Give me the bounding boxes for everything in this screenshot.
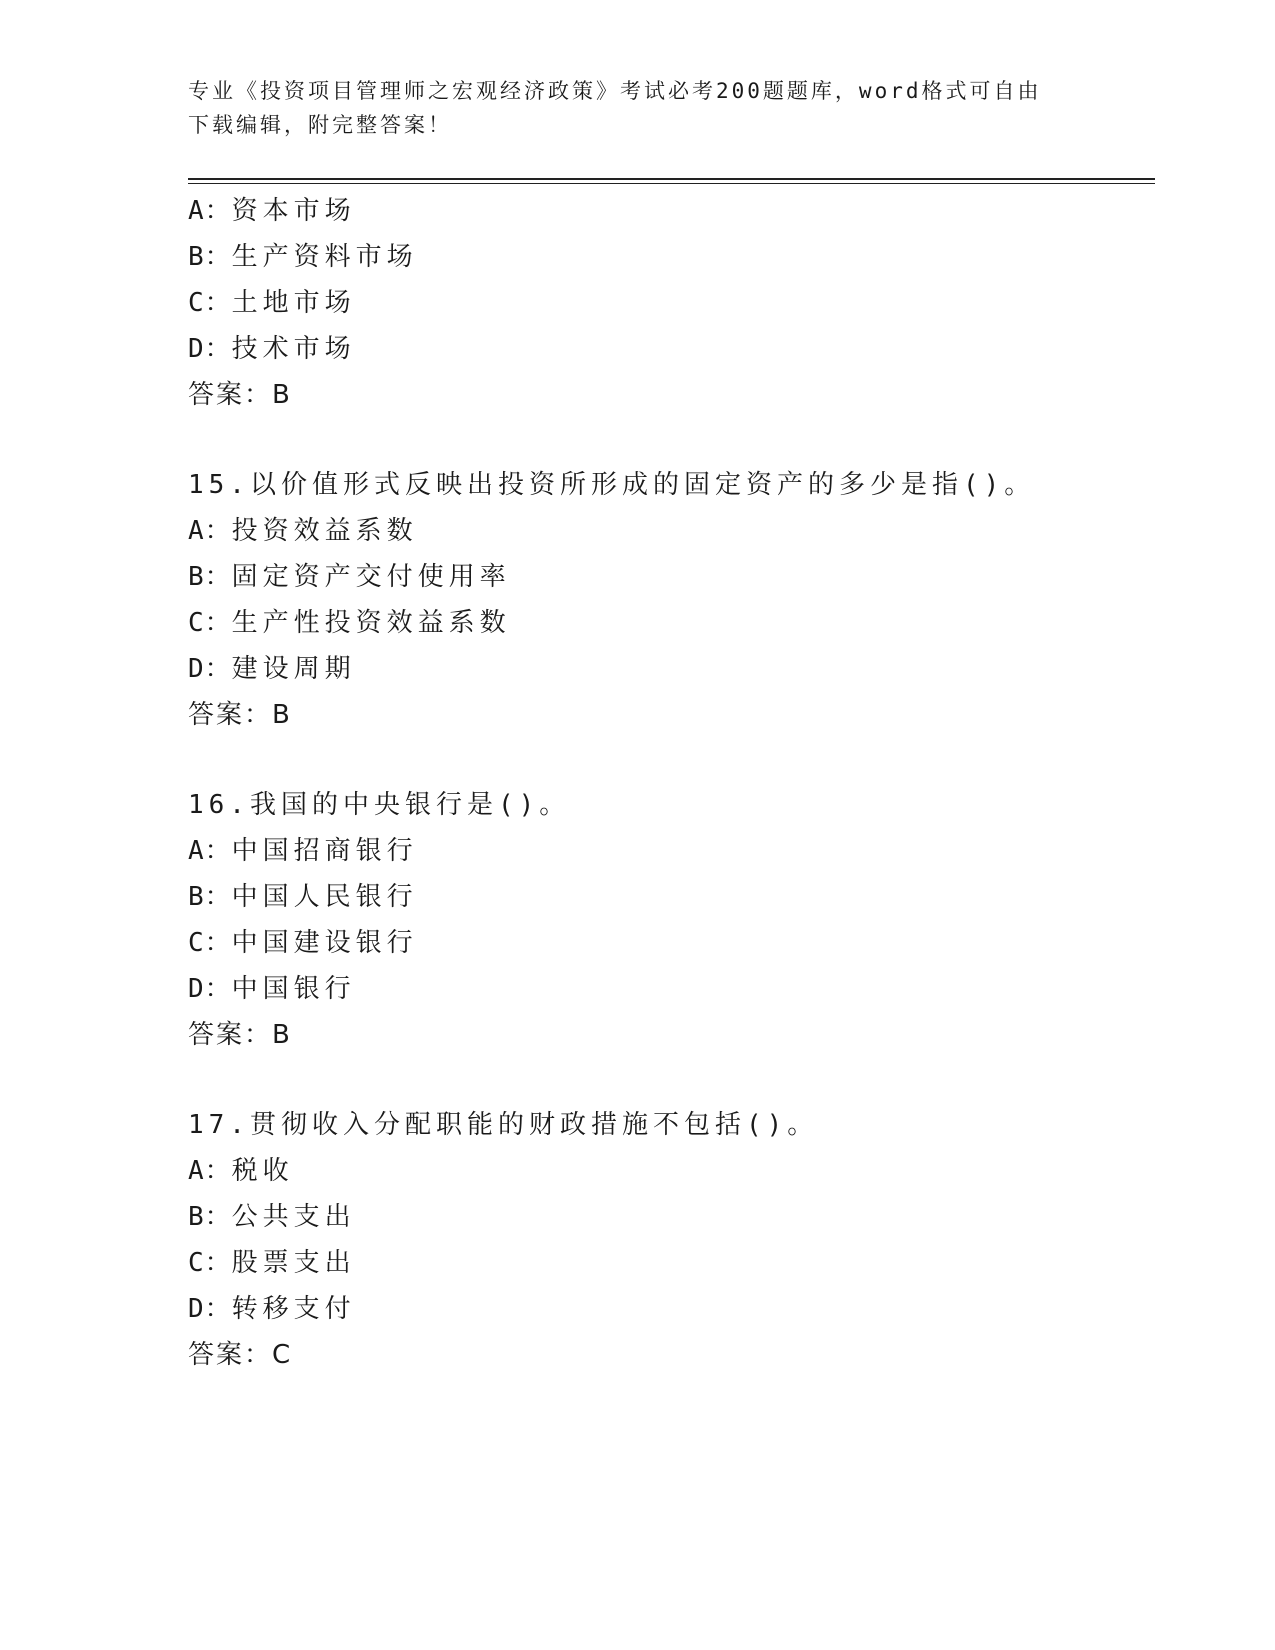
option-b xyxy=(188,234,1148,280)
option-text: 转移支付 xyxy=(231,1294,356,1324)
option-text: 中国招商银行 xyxy=(231,836,418,866)
option-letter: A： xyxy=(188,836,232,866)
question-block-16 xyxy=(188,782,1148,1058)
option-text: 投资效益系数 xyxy=(231,516,418,546)
question-block-14 xyxy=(188,188,1148,418)
option-letter: A： xyxy=(188,196,232,226)
option-b xyxy=(188,1194,1148,1240)
option-d xyxy=(188,326,1148,372)
option-text: 技术市场 xyxy=(231,334,356,364)
document-header xyxy=(188,74,1068,142)
question-text: 16.我国的中央银行是()。 xyxy=(188,790,571,820)
option-a xyxy=(188,508,1148,554)
option-c xyxy=(188,920,1148,966)
option-letter: D： xyxy=(188,654,232,684)
option-letter: D： xyxy=(188,974,232,1004)
header-line-2: 下载编辑，附完整答案！ xyxy=(188,113,452,137)
option-text: 生产资料市场 xyxy=(231,242,418,272)
option-text: 税收 xyxy=(231,1156,294,1186)
option-letter: C： xyxy=(188,608,232,638)
option-d xyxy=(188,646,1148,692)
header-line-1: 专业《投资项目管理师之宏观经济政策》考试必考200题题库，word格式可自由 xyxy=(188,79,1042,103)
answer-line: 答案：B xyxy=(188,380,292,410)
option-letter: C： xyxy=(188,288,232,318)
question-text: 17.贯彻收入分配职能的财政措施不包括()。 xyxy=(188,1110,819,1140)
option-text: 中国建设银行 xyxy=(231,928,418,958)
question-block-15 xyxy=(188,462,1148,738)
option-letter: B： xyxy=(188,1202,232,1232)
header-divider-thick xyxy=(188,178,1155,180)
option-c xyxy=(188,1240,1148,1286)
option-text: 土地市场 xyxy=(231,288,356,318)
option-b xyxy=(188,874,1148,920)
option-letter: D： xyxy=(188,334,232,364)
option-text: 建设周期 xyxy=(231,654,356,684)
option-text: 固定资产交付使用率 xyxy=(231,562,511,592)
question-list xyxy=(188,188,1148,1378)
header-divider-thin xyxy=(188,183,1155,184)
option-letter: A： xyxy=(188,516,232,546)
answer-line: 答案：B xyxy=(188,1020,292,1050)
option-a xyxy=(188,188,1148,234)
option-d xyxy=(188,966,1148,1012)
option-letter: C： xyxy=(188,1248,232,1278)
option-letter: A： xyxy=(188,1156,232,1186)
question-block-17 xyxy=(188,1102,1148,1378)
option-letter: D： xyxy=(188,1294,232,1324)
option-a xyxy=(188,828,1148,874)
option-text: 资本市场 xyxy=(231,196,356,226)
question-text: 15.以价值形式反映出投资所形成的固定资产的多少是指()。 xyxy=(188,470,1036,500)
option-d xyxy=(188,1286,1148,1332)
option-c xyxy=(188,280,1148,326)
answer-line: 答案：B xyxy=(188,700,292,730)
option-letter: B： xyxy=(188,562,232,592)
option-letter: B： xyxy=(188,242,232,272)
option-c xyxy=(188,600,1148,646)
option-text: 中国银行 xyxy=(231,974,356,1004)
option-text: 股票支出 xyxy=(231,1248,356,1278)
answer-line: 答案：C xyxy=(188,1340,293,1370)
option-b xyxy=(188,554,1148,600)
option-text: 生产性投资效益系数 xyxy=(231,608,511,638)
option-text: 公共支出 xyxy=(231,1202,356,1232)
option-letter: B： xyxy=(188,882,232,912)
option-a xyxy=(188,1148,1148,1194)
option-text: 中国人民银行 xyxy=(231,882,418,912)
option-letter: C： xyxy=(188,928,232,958)
